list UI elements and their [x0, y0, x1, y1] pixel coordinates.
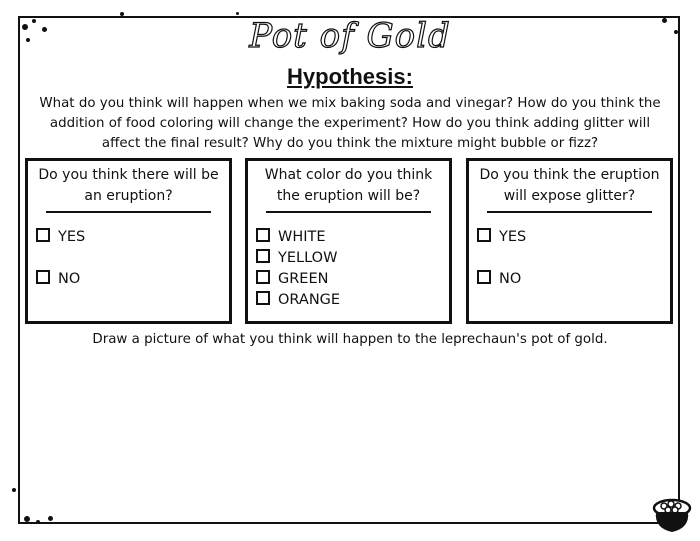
checkbox-icon[interactable]	[256, 249, 270, 263]
option-label: YES	[58, 229, 86, 245]
checkbox-icon[interactable]	[36, 270, 50, 284]
option-yellow[interactable]	[256, 248, 337, 268]
drawing-prompt: Draw a picture of what you think will happen to the leprechaun's pot of gold.	[92, 332, 608, 347]
intro-paragraph: What do you think will happen when we mix baking soda and vinegar? How do you think the addition of food coloring will change the experiment? How do you think adding glitter will affect the final result? Why do you think the mixture might bubble or fizz?	[39, 96, 661, 151]
question-text: Do you think there will be an eruption?	[38, 167, 219, 204]
option-yes[interactable]	[477, 227, 526, 247]
pot-of-gold-icon	[648, 488, 696, 536]
question-text: Do you think the eruption will expose glitter?	[479, 167, 660, 204]
option-orange[interactable]	[256, 290, 340, 310]
option-label: YES	[499, 229, 527, 245]
option-white[interactable]	[256, 227, 326, 247]
question-box-eruption	[25, 158, 232, 324]
checkbox-icon[interactable]	[477, 270, 491, 284]
decor-dot	[48, 516, 53, 521]
option-label: ORANGE	[278, 292, 341, 308]
option-green[interactable]	[256, 269, 328, 289]
option-label: WHITE	[278, 229, 326, 245]
answer-divider	[266, 211, 431, 213]
checkbox-icon[interactable]	[477, 228, 491, 242]
answer-divider	[46, 211, 211, 213]
checkbox-icon[interactable]	[36, 228, 50, 242]
hypothesis-heading: Hypothesis:	[287, 64, 413, 89]
question-box-color	[245, 158, 452, 324]
worksheet-title: Pot of Gold	[249, 16, 451, 56]
checkbox-icon[interactable]	[256, 228, 270, 242]
option-label: NO	[58, 271, 81, 287]
question-box-glitter	[466, 158, 673, 324]
option-label: GREEN	[278, 271, 329, 287]
option-no[interactable]	[36, 269, 80, 289]
option-label: YELLOW	[278, 250, 338, 266]
question-text: What color do you think the eruption will be?	[264, 167, 433, 204]
decor-dot	[236, 12, 239, 15]
decor-dot	[24, 516, 30, 522]
decor-dot	[12, 488, 16, 492]
option-yes[interactable]	[36, 227, 85, 247]
decor-dot	[36, 520, 40, 524]
option-label: NO	[499, 271, 522, 287]
checkbox-icon[interactable]	[256, 291, 270, 305]
option-no[interactable]	[477, 269, 521, 289]
checkbox-icon[interactable]	[256, 270, 270, 284]
answer-divider	[487, 211, 652, 213]
